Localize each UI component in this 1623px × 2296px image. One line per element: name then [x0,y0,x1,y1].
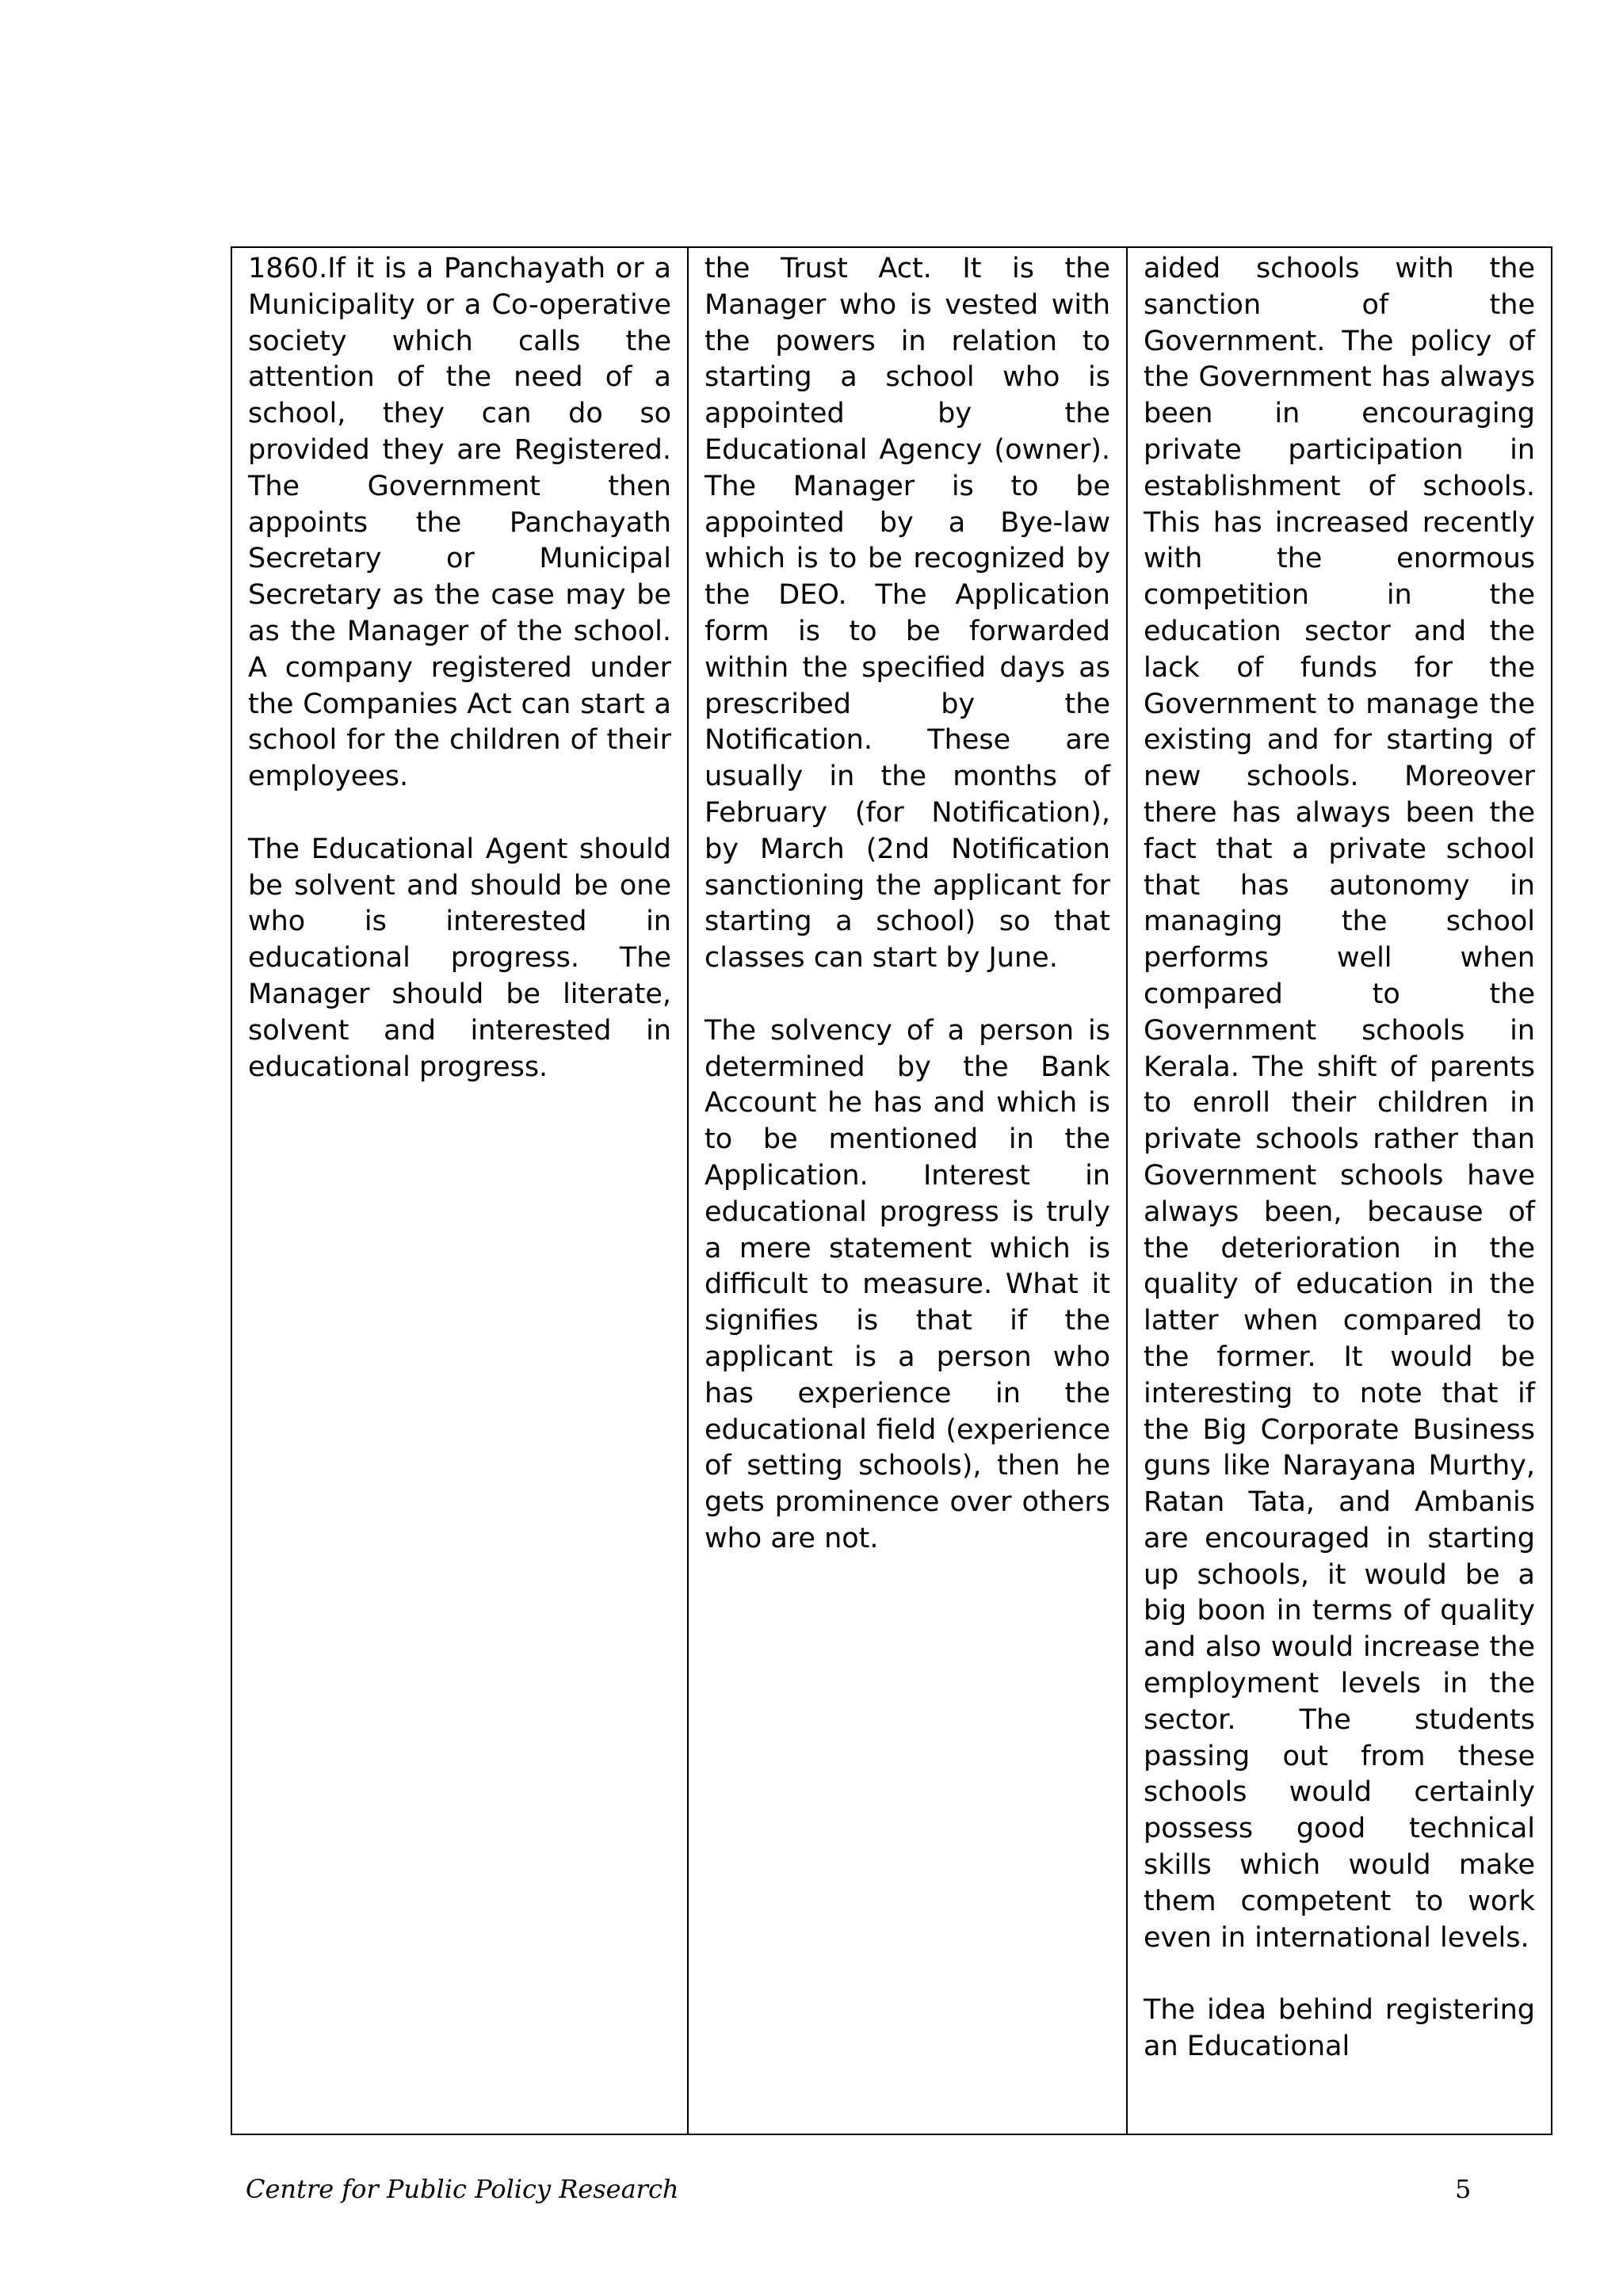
content-table [231,246,1552,2135]
paragraph: The solvency of a person is determined by the Bank Account he has and which is to be mentioned in the Application. Interest in educational progress is truly a mere statement which is difficult to measure. What it signifies is that if the applicant is a person who has experience in the educational field (experience of setting schools), then he gets prominence over others who are not. [705,1014,1110,1554]
paragraph: The idea behind registering an Educational [1144,1994,1535,2063]
table-row [231,247,1552,2134]
paragraph: 1860.If it is a Panchayath or a Municipality or a Co-operative society which calls the attention of the need of a school, they can do so provided they are Registered. The Government then appoints the Panchayath Secretary or Municipal Secretary as the case may be as the Manager of the school. A company registered under the Companies Act can start a school for the children of their employees. [248,253,671,793]
page-number: 5 [1455,2174,1472,2204]
paragraph: The Educational Agent should be solvent and should be one who is interested in educational progress. The Manager should be literate, solvent and interested in educational progress. [248,833,671,1083]
paragraph: the Trust Act. It is the Manager who is vested with the powers in relation to starting a school who is appointed by the Educational Agency (owner). The Manager is to be appointed by a Bye-law which is to be recognized by the DEO. The Application form is to be forwarded within the specified days as prescribed by the Notification. These are usually in the months of February (for Notification), by March (2nd Notification sanctioning the applicant for starting a school) so that classes can start by June. [705,253,1110,974]
footer-source: Centre for Public Policy Research [246,2174,679,2204]
paragraph: aided schools with the sanction of the Government. The policy of the Government has always been in encouraging private participation in establishment of schools. This has increased recently with the enormous competition in the education sector and the lack of funds for the Government to manage the existing and for starting of new schools. Moreover there has always been the fact that a private school that has autonomy in managing the school performs well when compared to the Government schools in Kerala. The shift of parents to enroll their children in private schools rather than Government schools have always been, because of the deterioration in the quality of education in the latter when compared to the former. It would be interesting to note that if the Big Corporate Business guns like Narayana Murthy, Ratan Tata, and Ambanis are encouraged in starting up schools, it would be a big boon in terms of quality and also would increase the employment levels in the sector. The students passing out from these schools would certainly possess good technical skills which would make them competent to work even in international levels. [1144,253,1535,1954]
table-cell-column-1 [231,247,688,2134]
table-cell-column-3 [1127,247,1552,2134]
table-cell-column-2 [688,247,1127,2134]
